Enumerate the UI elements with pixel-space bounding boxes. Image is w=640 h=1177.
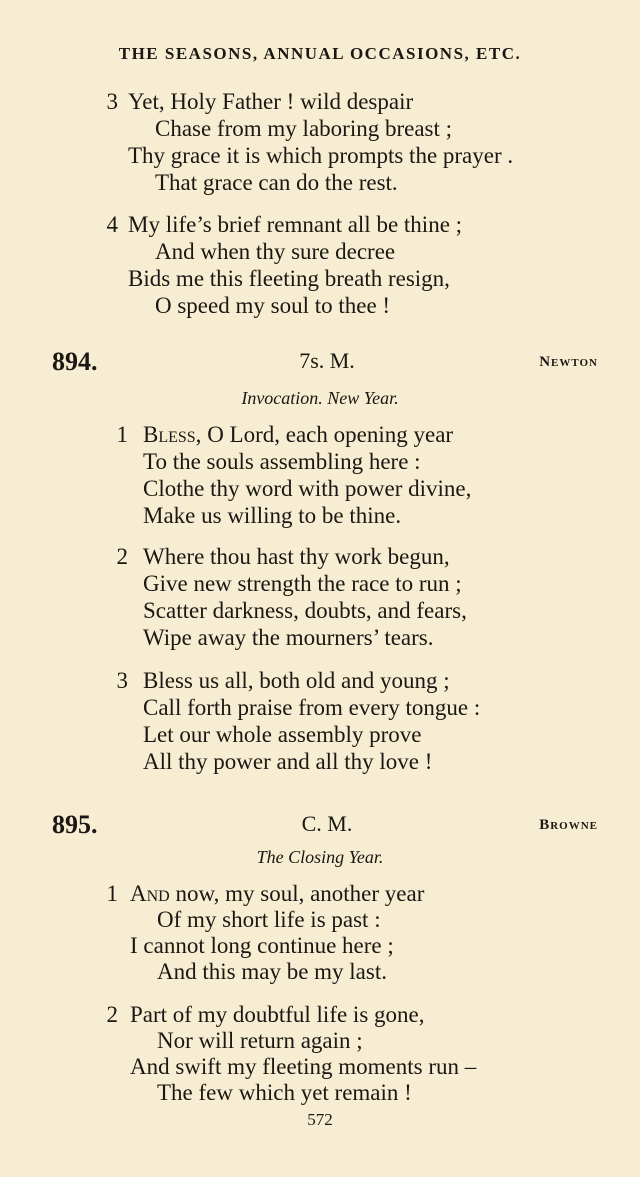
verse-line: I cannot long continue here ; xyxy=(130,933,394,958)
tune-name: Newton xyxy=(539,354,598,370)
verse-line: Scatter darkness, doubts, and fears, xyxy=(143,598,467,623)
stanza-number: 4 xyxy=(106,212,118,237)
verse-line xyxy=(143,422,453,448)
verse-line: Where thou hast thy work begun, xyxy=(143,544,450,569)
verse-line-rest: O Lord, each opening year xyxy=(201,422,454,447)
stanza-number: 3 xyxy=(116,668,128,693)
first-word: And xyxy=(130,881,170,906)
verse-line: Chase from my laboring breast ; xyxy=(155,116,453,141)
page-number: 572 xyxy=(307,1110,333,1129)
stanza-number: 2 xyxy=(116,544,128,569)
hymn-subtitle: The Closing Year. xyxy=(256,847,384,867)
verse-line: Yet, Holy Father ! wild despair xyxy=(128,89,414,114)
hymn-meter: C. M. xyxy=(301,811,353,836)
verse-line: O speed my soul to thee ! xyxy=(155,293,391,318)
verse-line: Bids me this fleeting breath resign, xyxy=(128,266,450,291)
hymn-number: 894. xyxy=(52,347,98,376)
verse-line: Give new strength the race to run ; xyxy=(143,571,462,596)
stanza-number: 3 xyxy=(106,89,118,114)
verse-line xyxy=(130,881,424,907)
stanza-number: 2 xyxy=(106,1002,118,1027)
hymn-subtitle: Invocation. New Year. xyxy=(241,388,399,408)
verse-line: Clothe thy word with power divine, xyxy=(143,476,472,501)
verse-line: That grace can do the rest. xyxy=(155,170,398,195)
first-word: Bless, xyxy=(143,422,202,447)
verse-line: Of my short life is past : xyxy=(157,907,381,932)
verse-line: And this may be my last. xyxy=(157,959,387,984)
verse-line: Bless us all, both old and young ; xyxy=(143,668,450,693)
verse-line: Wipe away the mourners’ tears. xyxy=(143,625,434,650)
hymn-number: 895. xyxy=(52,810,98,839)
verse-line-rest: now, my soul, another year xyxy=(169,881,425,906)
verse-line: And swift my fleeting moments run – xyxy=(130,1054,477,1079)
verse-line: Let our whole assembly prove xyxy=(143,722,422,747)
verse-line: Thy grace it is which prompts the prayer . xyxy=(128,143,514,168)
tune-name: Browne xyxy=(539,817,598,833)
verse-line: Nor will return again ; xyxy=(157,1028,363,1053)
verse-line: All thy power and all thy love ! xyxy=(143,749,433,774)
verse-line: The few which yet remain ! xyxy=(157,1080,412,1105)
verse-line: Call forth praise from every tongue : xyxy=(143,695,481,720)
hymn-meter: 7s. M. xyxy=(299,348,355,373)
verse-line: Make us willing to be thine. xyxy=(143,503,402,528)
verse-line: And when thy sure decree xyxy=(155,239,396,264)
stanza-number: 1 xyxy=(116,422,128,447)
verse-line: My life’s brief remnant all be thine ; xyxy=(128,212,463,237)
running-head: THE SEASONS, ANNUAL OCCASIONS, ETC. xyxy=(118,44,522,63)
verse-line: To the souls assembling here : xyxy=(143,449,421,474)
verse-line: Part of my doubtful life is gone, xyxy=(130,1002,425,1027)
stanza-number: 1 xyxy=(106,881,118,906)
